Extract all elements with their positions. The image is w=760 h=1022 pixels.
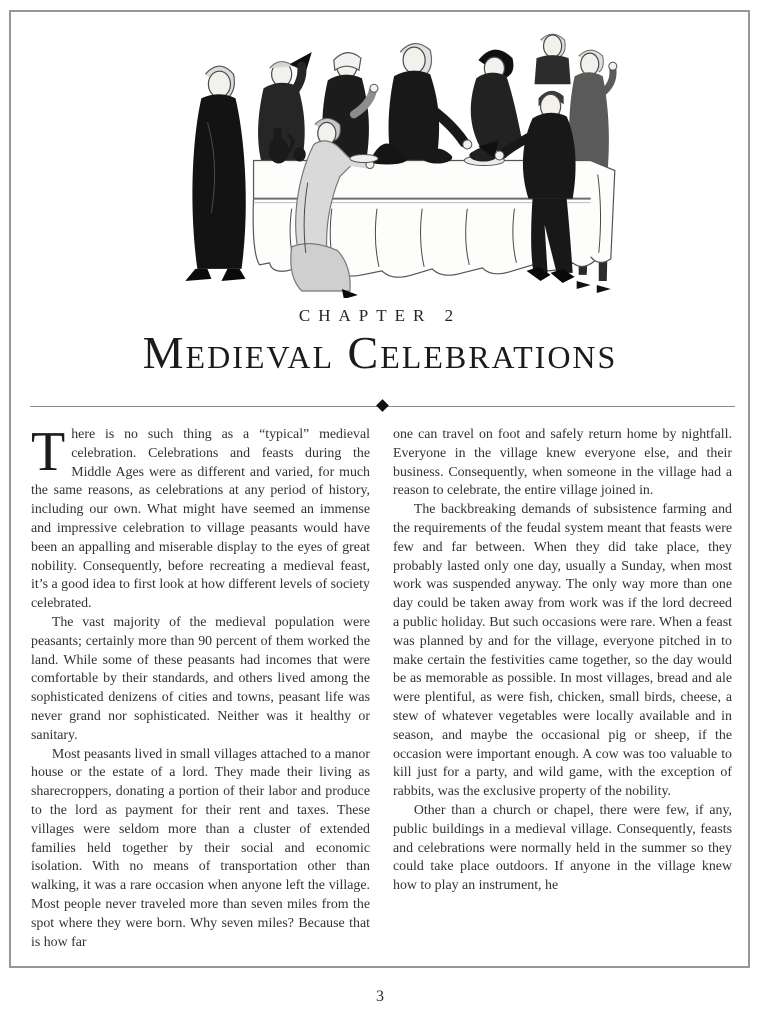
figure-standing-left xyxy=(185,66,245,281)
paragraph-5: The backbreaking demands of subsistence farming and the requirements of the feudal system meant that feasts were few and far between. When they did take place, they probably lasted only one day, usually a Sunday, when most work was suspended anyway. The only way more than one day could be taken away from work was if the lord decreed a public holiday. But such occasions were rare. When a feast was planned by and for the village, everyone pitched in to make certain the festivities came together, so the day would be as memorable as possible. In most villages, bread and ale were plentiful, as were fish, chicken, small birds, cheese, a stew of whatever vegetables were locally available and in season, and maybe the occasional pig or sheep, if the occasion were important enough. A cow was too valuable to kill just for a party, and wild game, with the exception of rabbits, was the exclusive property of the nobility. xyxy=(393,502,732,800)
paragraph-4: one can travel on foot and safely return home by nightfall. Everyone in the village knew everyone else, and their business. Consequently, when someone in the village had a reason to celebrate, the entire village joined in. xyxy=(393,427,732,499)
feast-illustration xyxy=(138,12,626,298)
figure-central xyxy=(389,44,440,163)
article-body xyxy=(31,421,732,952)
figure-background-head xyxy=(535,34,571,84)
diamond-ornament-icon xyxy=(376,399,389,412)
left-column xyxy=(31,421,370,952)
page-number: 3 xyxy=(376,988,384,1005)
feast-illustration-svg xyxy=(138,12,626,298)
title-divider-rule xyxy=(30,406,735,407)
paragraph-1-text: here is no such thing as a “typical” medieval celebration. Celebrations and feasts during the Middle Ages were as different and varied, for much the same reasons, as celebrations at any period of history, including our own. What might have seemed an immense and impressive celebration to village peasants would have been an appalling and miserable display to the eyes of great nobility. Consequently, before recreating a medieval feast, it’s a good idea to first look at how different levels of society celebrated. xyxy=(31,427,370,612)
paragraph-3: Most peasants lived in small villages attached to a manor house or the estate of a lord. They made their living as sharecroppers, donating a portion of their labor and produce to the lord as payment for their rent and taxes. These villages were seldom more than a cluster of extended families held together by their social and economic isolation. With no means of transportation other than walking, it was a rare occasion when anyone left the village. Most people never traveled more than seven miles from the spot where they were born. Why seven miles? Because that is how far xyxy=(31,746,370,950)
paragraph-1 xyxy=(31,421,370,614)
paragraph-2: The vast majority of the medieval population were peasants; certainly more than 90 percent of them worked the land. While some of these peasants had incomes that were comfortable by their standards, and others lived among the sophisticated denizens of cities and towns, peasant life was never grand nor sophisticated. Neither was it healthy or sanitary. xyxy=(31,614,370,743)
drop-cap: T xyxy=(31,421,66,483)
right-column xyxy=(393,426,732,952)
page-title: Medieval Celebrations xyxy=(142,327,618,378)
figure-central-hand xyxy=(463,140,472,149)
chapter-label: CHAPTER 2 xyxy=(298,306,462,325)
paragraph-6: Other than a church or chapel, there were few, if any, public buildings in a medieval village. Consequently, feasts and celebrations were normally held in the summer so they could take place outdoors. If anyone in the village knew how to play an instrument, he xyxy=(393,802,732,894)
